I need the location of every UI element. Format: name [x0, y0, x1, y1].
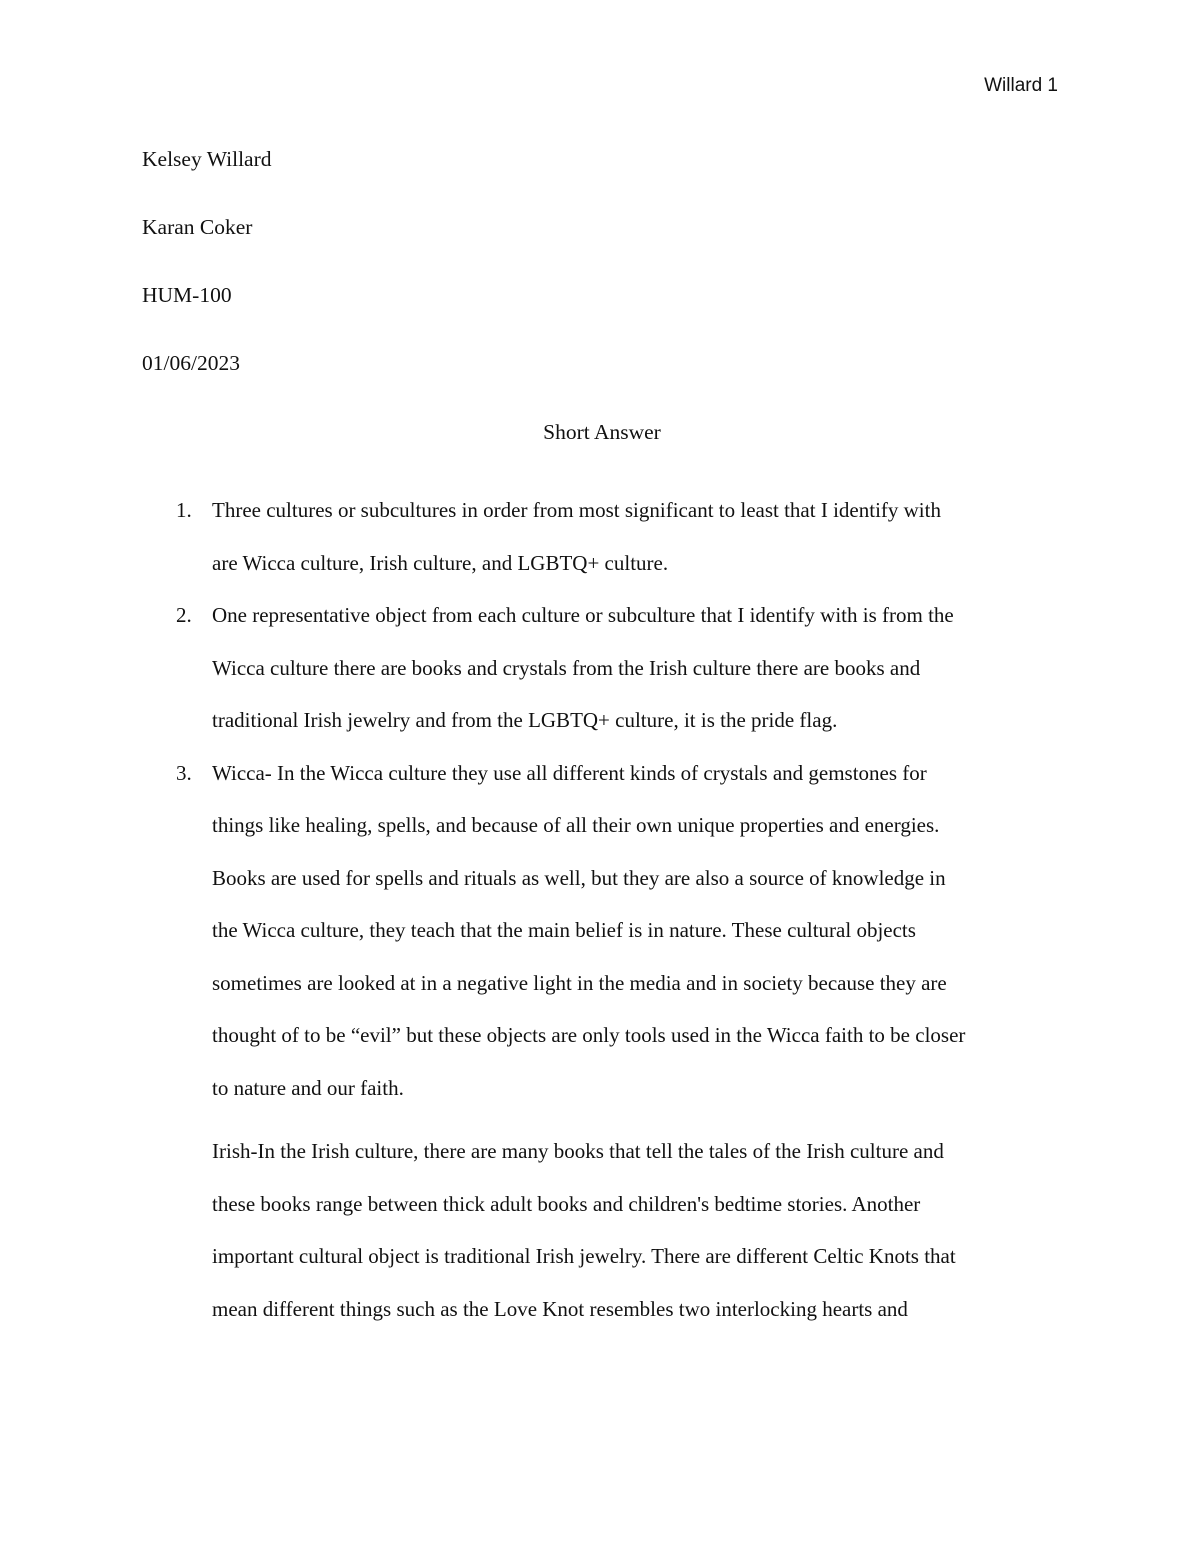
- paragraph-line: these books range between thick adult books and children's bedtime stories. Another: [212, 1191, 921, 1216]
- instructor-name: Karan Coker: [142, 215, 253, 239]
- answer-line: to nature and our faith.: [212, 1075, 404, 1100]
- answer-line: sometimes are looked at in a negative light in the media and in society because they are: [212, 970, 947, 995]
- answer-line: the Wicca culture, they teach that the main belief is in nature. These cultural objects: [212, 918, 916, 942]
- irish-paragraph: [212, 1125, 1072, 1335]
- document-title: Short Answer: [543, 420, 661, 444]
- paragraph-line: mean different things such as the Love Knot resembles two interlocking hearts and: [212, 1296, 908, 1321]
- answer-line: thought of to be “evil” but these objects are only tools used in the Wicca faith to be closer: [212, 1023, 966, 1047]
- answer-line: Books are used for spells and rituals as well, but they are also a source of knowledge in: [212, 865, 946, 890]
- answer-item: [142, 484, 1062, 589]
- answer-item: [142, 589, 1062, 747]
- page-header: Willard 1: [984, 75, 1058, 96]
- answer-line: are Wicca culture, Irish culture, and LGBTQ+ culture.: [212, 550, 669, 575]
- course-code: HUM-100: [142, 283, 232, 307]
- paragraph-line: Irish-In the Irish culture, there are many books that tell the tales of the Irish culture and: [212, 1139, 944, 1163]
- mla-heading: [142, 145, 1062, 417]
- answer-line: Wicca- In the Wicca culture they use all different kinds of crystals and gemstones for: [212, 760, 927, 785]
- answer-number: 1.: [176, 498, 192, 522]
- answer-line: Wicca culture there are books and crystals from the Irish culture there are books and: [212, 655, 921, 680]
- answer-item: [142, 747, 1062, 1115]
- answer-line: traditional Irish jewelry and from the LGBTQ+ culture, it is the pride flag.: [212, 708, 838, 732]
- answer-number: 3.: [176, 760, 192, 785]
- answer-line: Three cultures or subcultures in order from most significant to least that I identify with: [212, 498, 941, 522]
- answer-line: things like healing, spells, and because of all their own unique properties and energies.: [212, 813, 940, 837]
- answer-line: One representative object from each culture or subculture that I identify with is from the: [212, 603, 954, 627]
- submission-date: 01/06/2023: [142, 351, 240, 375]
- paragraph-line: important cultural object is traditional Irish jewelry. There are different Celtic Knots that: [212, 1244, 956, 1268]
- student-name: Kelsey Willard: [142, 147, 272, 171]
- answer-number: 2.: [176, 603, 192, 627]
- answer-list: [142, 484, 1062, 1114]
